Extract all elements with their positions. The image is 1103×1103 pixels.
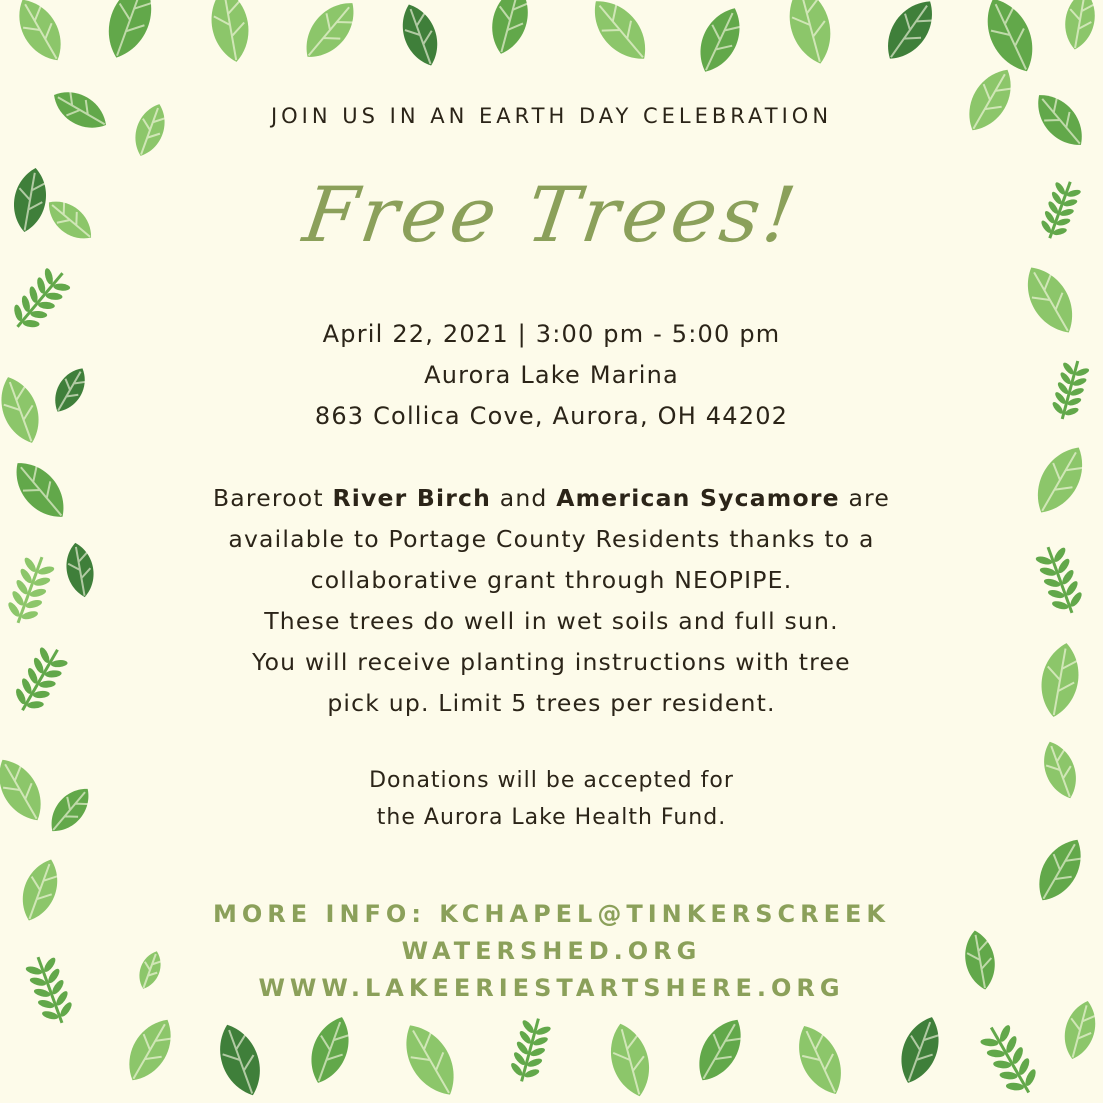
event-datetime: April 22, 2021 | 3:00 pm - 5:00 pm	[322, 320, 781, 348]
description	[0, 478, 1103, 724]
tree-name-american-sycamore: American Sycamore	[556, 484, 840, 512]
info-email-line-1[interactable]: MORE INFO: KCHAPEL@TINKERSCREEK	[213, 900, 890, 928]
tree-name-river-birch: River Birch	[332, 484, 492, 512]
description-line-6: pick up. Limit 5 trees per resident.	[327, 689, 776, 717]
event-details	[0, 314, 1103, 437]
desc-text: and	[491, 484, 557, 512]
description-line-2: available to Portage County Residents thanks to a	[228, 525, 875, 553]
more-info	[0, 896, 1103, 1007]
description-line-4: These trees do well in wet soils and full sun.	[264, 607, 839, 635]
donations-line-2: the Aurora Lake Health Fund.	[376, 805, 727, 830]
desc-text: Bareroot	[212, 484, 333, 512]
donations-line-1: Donations will be accepted for	[369, 768, 734, 793]
description-line-1	[0, 478, 1103, 519]
description-line-5: You will receive planting instructions with tree	[252, 648, 851, 676]
event-address: 863 Collica Cove, Aurora, OH 44202	[314, 402, 789, 430]
info-website-link[interactable]: WWW.LAKEERIESTARTSHERE.ORG	[258, 974, 845, 1002]
event-kicker: JOIN US IN AN EARTH DAY CELEBRATION	[270, 104, 833, 128]
info-email-line-2[interactable]: WATERSHED.ORG	[401, 937, 702, 965]
desc-text: are	[839, 484, 891, 512]
page-title: Free Trees!	[298, 170, 805, 259]
description-line-3: collaborative grant through NEOPIPE.	[310, 566, 793, 594]
donations-note	[0, 762, 1103, 836]
event-venue: Aurora Lake Marina	[424, 361, 679, 389]
